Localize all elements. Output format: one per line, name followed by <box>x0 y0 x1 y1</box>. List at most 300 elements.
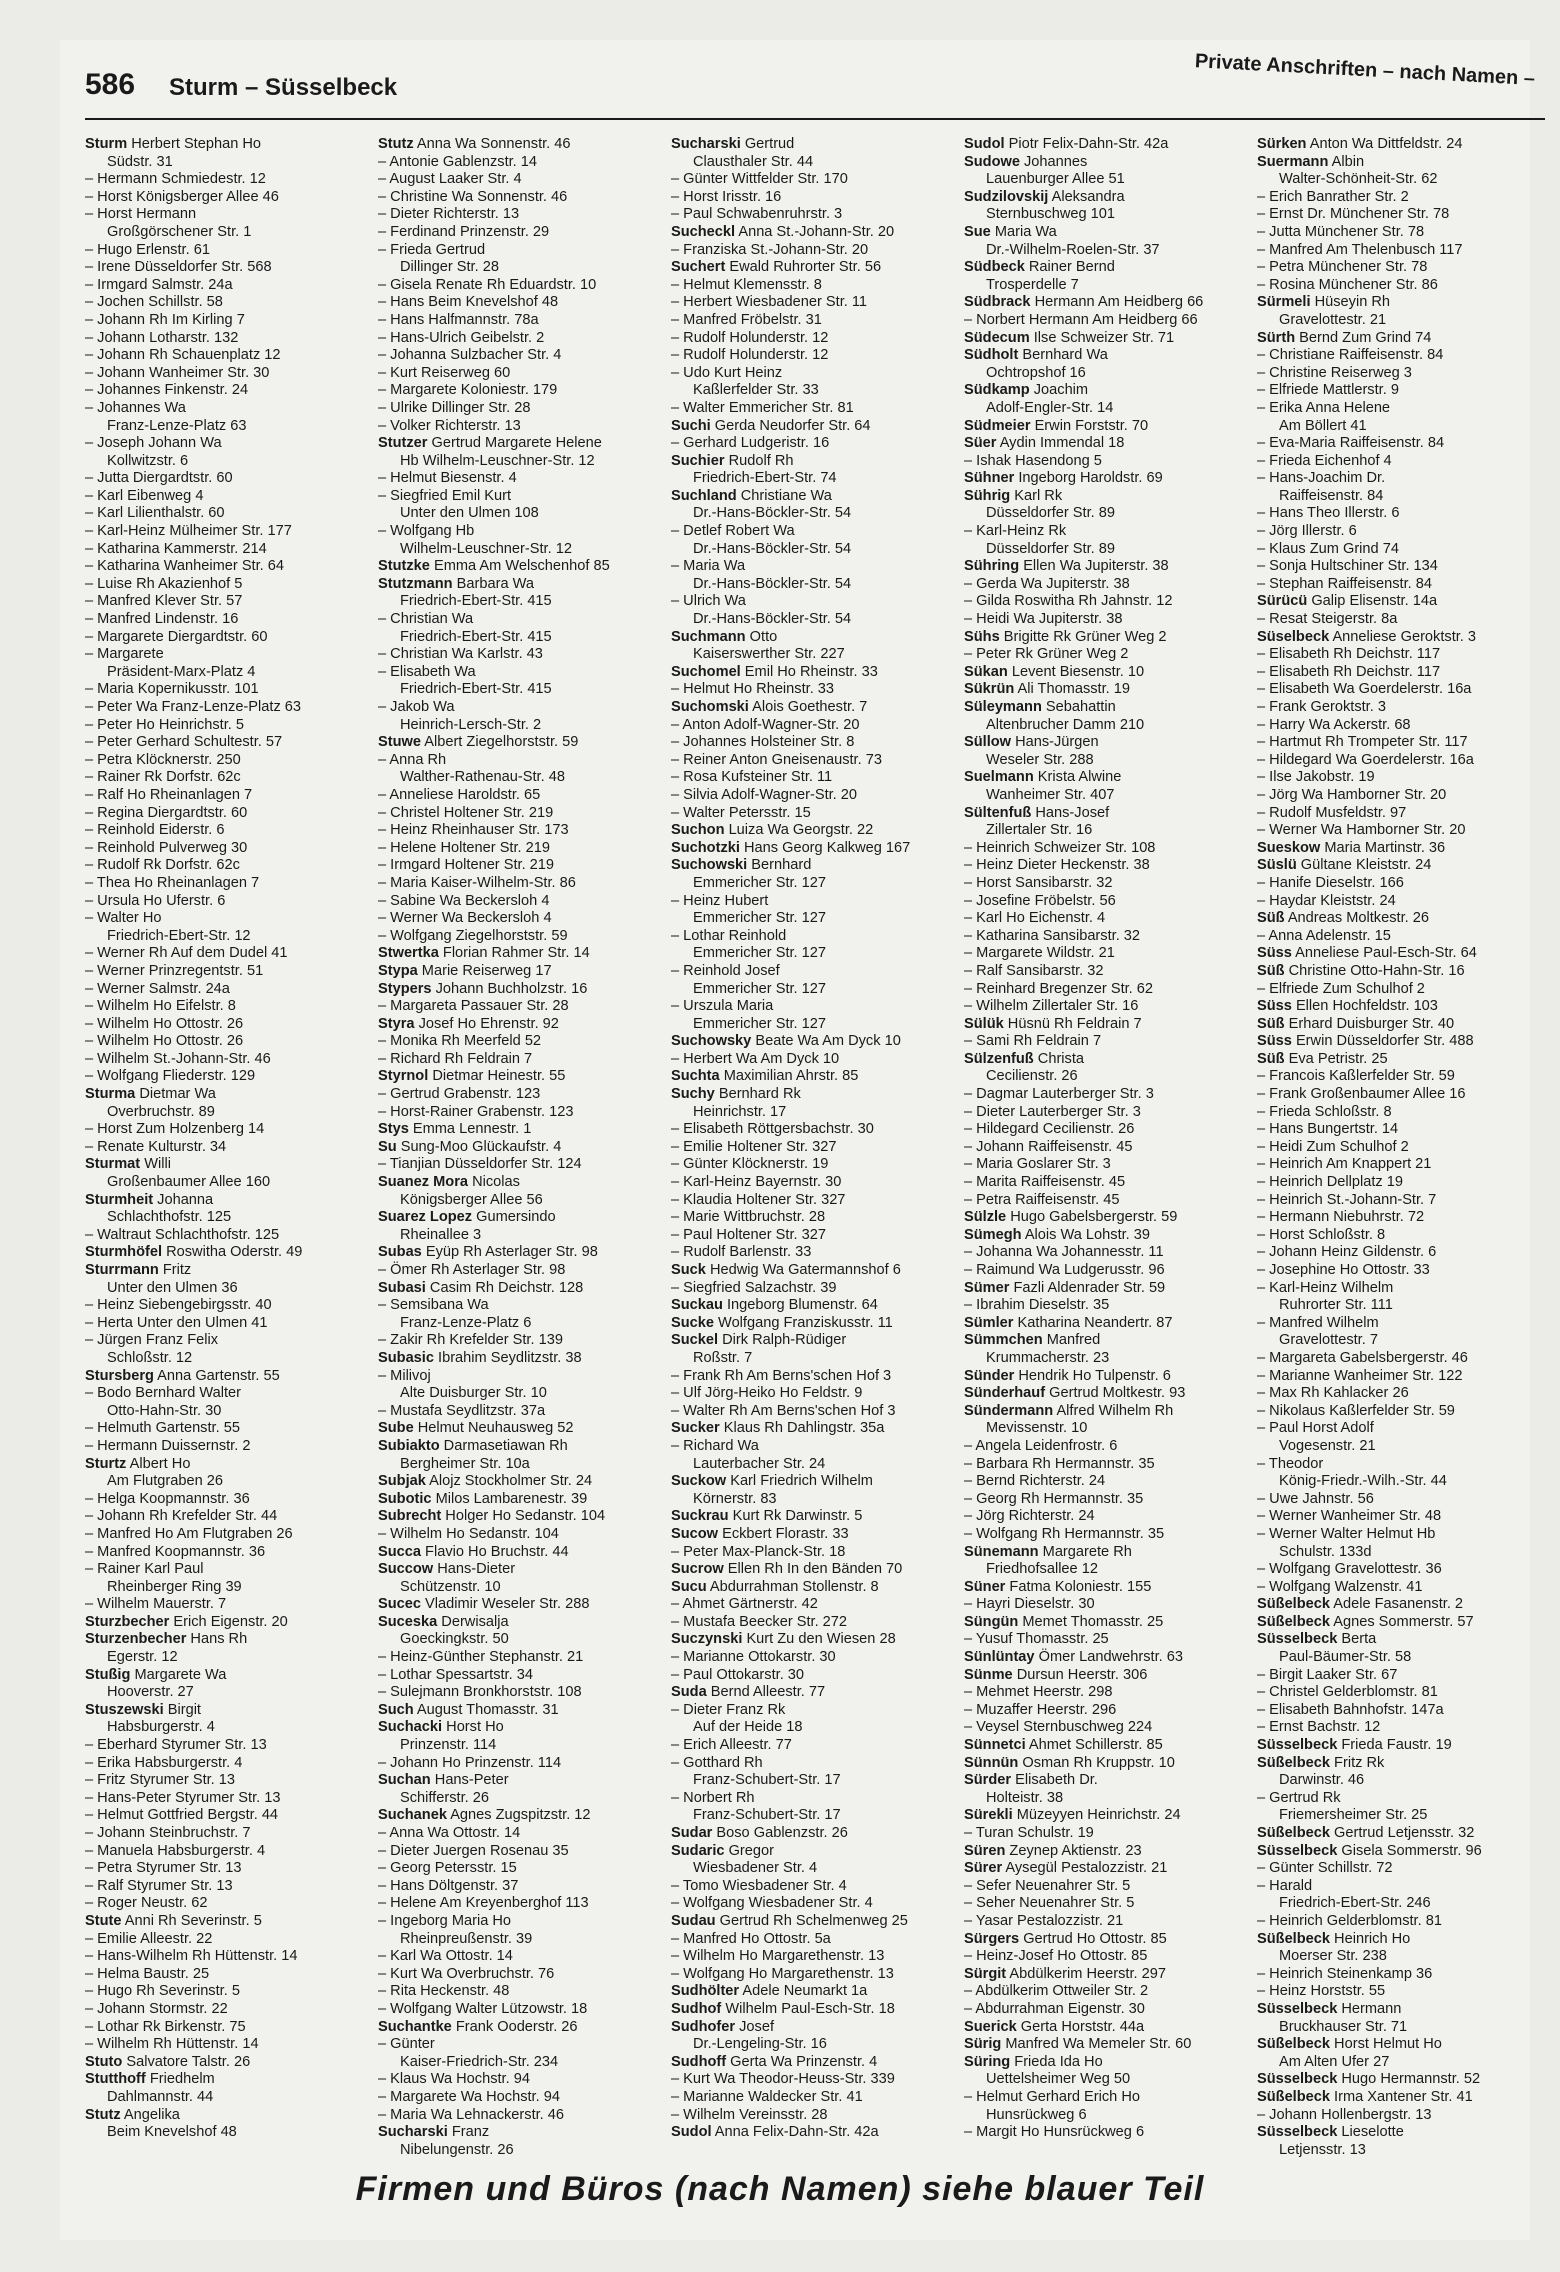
entry-text: Angelika <box>120 2106 180 2123</box>
entry-text: Osman Rh Kruppstr. 10 <box>1018 1754 1175 1771</box>
directory-entry <box>964 1262 1247 1280</box>
entry-text: – Wolfgang Ziegelhorststr. 59 <box>378 927 568 944</box>
entry-text: – Franziska St.-Johann-Str. 20 <box>671 241 869 258</box>
entry-text: – Maria Wa Lehnackerstr. 46 <box>378 2106 565 2123</box>
directory-entry <box>85 646 368 664</box>
directory-entry <box>671 1051 954 1069</box>
entry-text: Ellen Rh In den Bänden 70 <box>723 1561 903 1578</box>
directory-entry <box>1257 1807 1540 1825</box>
entry-surname: Subotic <box>378 1490 432 1507</box>
entry-address: Dr.-Hans-Böckler-Str. 54 <box>693 575 852 592</box>
entry-address: Hunsrückweg 6 <box>986 2106 1087 2123</box>
directory-entry <box>671 1561 954 1579</box>
entry-surname: Sturtz <box>85 1455 127 1472</box>
entry-text: Beate Wa Am Dyck 10 <box>751 1033 901 1050</box>
directory-entry <box>964 1368 1247 1386</box>
directory-entry <box>964 1825 1247 1843</box>
directory-entry <box>378 1825 661 1843</box>
entry-text: August Thomasstr. 31 <box>413 1701 559 1718</box>
entry-address: Düsseldorfer Str. 89 <box>986 540 1115 557</box>
directory-entry <box>85 752 368 770</box>
directory-entry <box>1257 1192 1540 1210</box>
directory-entry <box>964 1702 1247 1720</box>
entry-text: Albert Ho <box>126 1455 191 1472</box>
entry-surname: Süsselbeck <box>1257 2124 1338 2141</box>
directory-entry <box>671 1350 954 1368</box>
entry-text: – Elfriede Zum Schulhof 2 <box>1257 980 1425 997</box>
entry-text: Casim Rh Deichstr. 128 <box>425 1279 584 1296</box>
entry-surname: Süss <box>1257 998 1292 1015</box>
entry-text: – Frieda Eichenhof 4 <box>1257 452 1392 469</box>
directory-entry <box>671 1473 954 1491</box>
entry-text: – Hans Bungertstr. 14 <box>1257 1121 1399 1138</box>
entry-text: – Manfred Ho Ottostr. 5a <box>671 1930 831 1947</box>
entry-text: Roswitha Oderstr. 49 <box>162 1244 303 1261</box>
entry-address: Egerstr. 12 <box>107 1649 178 1666</box>
entry-text: – Helmut Klemensstr. 8 <box>671 276 822 293</box>
directory-entry <box>671 435 954 453</box>
entry-text: Adele Neumarkt 1a <box>739 1983 868 2000</box>
directory-entry <box>964 822 1247 840</box>
directory-entry <box>964 910 1247 928</box>
entry-text: Luiza Wa Georgstr. 22 <box>724 822 874 839</box>
directory-entry <box>1257 629 1540 647</box>
entry-text: Anneliese Geroktstr. 3 <box>1329 628 1477 645</box>
directory-entry <box>671 963 954 981</box>
directory-entry <box>964 2001 1247 2019</box>
entry-text: – Frank Rh Am Berns'schen Hof 3 <box>671 1367 892 1384</box>
entry-text: Sung-Moo Glückaufstr. 4 <box>396 1138 562 1155</box>
directory-entry <box>378 664 661 682</box>
entry-surname: Sülük <box>964 1015 1004 1032</box>
entry-address: Friedrich-Ebert-Str. 246 <box>1279 1895 1431 1912</box>
directory-entry <box>378 2019 661 2037</box>
entry-surname: Sünderhauf <box>964 1385 1046 1402</box>
entry-text: – Wilhelm Ho Eifelstr. 8 <box>85 998 236 1015</box>
entry-text: – Walter Petersstr. 15 <box>671 804 811 821</box>
entry-text: – Walter Ho <box>85 910 162 927</box>
entry-text: – Johann Hollenbergstr. 13 <box>1257 2106 1432 2123</box>
entry-address: Uettelsheimer Weg 50 <box>986 2071 1131 2088</box>
entry-text: – Katharina Sansibarstr. 32 <box>964 927 1141 944</box>
entry-text: Vladimir Weseler Str. 288 <box>421 1596 590 1613</box>
entry-text: Johannes <box>1019 153 1088 170</box>
entry-text: Joachim <box>1029 382 1089 399</box>
directory-entry <box>964 312 1247 330</box>
directory-entry <box>1257 752 1540 770</box>
directory-entry <box>671 928 954 946</box>
directory-entry <box>378 505 661 523</box>
entry-text: Josef <box>735 2018 774 2035</box>
directory-entry <box>964 1086 1247 1104</box>
directory-entry <box>1257 1121 1540 1139</box>
directory-entry <box>1257 1033 1540 1051</box>
entry-text: – Urszula Maria <box>671 998 774 1015</box>
entry-text: – Marita Raiffeisenstr. 45 <box>964 1174 1126 1191</box>
entry-text: Fazli Aldenrader Str. 59 <box>1009 1279 1166 1296</box>
directory-entry <box>85 171 368 189</box>
directory-entry <box>671 2089 954 2107</box>
entry-text: Piotr Felix-Dahn-Str. 42a <box>1004 136 1169 152</box>
directory-entry <box>671 2001 954 2019</box>
directory-entry <box>671 2107 954 2125</box>
directory-entry <box>1257 664 1540 682</box>
directory-entry <box>85 1280 368 1298</box>
entry-text: – Detlef Robert Wa <box>671 523 795 540</box>
directory-entry <box>378 1068 661 1086</box>
entry-text: – Jakob Wa <box>378 699 455 715</box>
entry-surname: Subjak <box>378 1473 426 1490</box>
directory-entry <box>671 681 954 699</box>
directory-entry <box>85 2054 368 2072</box>
directory-entry <box>1257 717 1540 735</box>
directory-entry <box>85 1825 368 1843</box>
entry-text: – Wolfgang Rh Hermannstr. 35 <box>964 1525 1165 1542</box>
directory-entry <box>1257 1297 1540 1315</box>
directory-entry <box>964 2071 1247 2089</box>
directory-entry <box>378 1420 661 1438</box>
directory-entry <box>1257 945 1540 963</box>
directory-entry <box>378 1104 661 1122</box>
entry-text: Dietmar Heinestr. 55 <box>428 1068 566 1085</box>
entry-text: – Turan Schulstr. 19 <box>964 1825 1094 1841</box>
directory-entry <box>1257 2071 1540 2089</box>
entry-text: – Johann Raiffeisenstr. 45 <box>964 1138 1133 1155</box>
entry-text: – Wilhelm Mauerstr. 7 <box>85 1596 227 1613</box>
directory-entry <box>85 259 368 277</box>
directory-entry <box>964 1121 1247 1139</box>
directory-entry <box>378 1772 661 1790</box>
entry-surname: Süner <box>964 1578 1006 1595</box>
entry-text: – Ilse Jakobstr. 19 <box>1257 769 1375 786</box>
directory-entry <box>85 857 368 875</box>
entry-surname: Stwertka <box>378 945 439 962</box>
directory-entry <box>378 998 661 1016</box>
entry-text: – Sefer Neuenahrer Str. 5 <box>964 1877 1131 1894</box>
entry-text: Bernd Zum Grind 74 <box>1295 329 1432 346</box>
entry-surname: Sturzbecher <box>85 1613 170 1630</box>
directory-entry <box>85 1086 368 1104</box>
entry-surname: Sturma <box>85 1086 136 1103</box>
entry-text: – Hans Theo Illerstr. 6 <box>1257 505 1400 522</box>
directory-entry <box>378 787 661 805</box>
directory-entry <box>1257 593 1540 611</box>
entry-address: Schulstr. 133d <box>1279 1543 1372 1560</box>
entry-text: – Helene Holtener Str. 219 <box>378 839 550 856</box>
entry-surname: Sührig <box>964 487 1011 504</box>
directory-entry <box>671 1420 954 1438</box>
entry-text: – Dieter Lauterberger Str. 3 <box>964 1103 1141 1120</box>
entry-text: – Elisabeth Wa <box>378 663 476 680</box>
entry-text: Anna St.-Johann-Str. 20 <box>735 223 895 240</box>
directory-entry <box>1257 1596 1540 1614</box>
entry-address: Großgörschener Str. 1 <box>107 223 252 240</box>
directory-entry <box>964 1755 1247 1773</box>
entry-text: Ömer Landwehrstr. 63 <box>1034 1649 1183 1666</box>
entry-surname: Sündermann <box>964 1402 1054 1419</box>
entry-text: – Emilie Holtener Str. 327 <box>671 1138 837 1155</box>
entry-surname: Sturmheit <box>85 1191 154 1208</box>
directory-entry <box>671 136 954 154</box>
entry-address: Emmericher Str. 127 <box>693 910 827 927</box>
entry-text: – Jutta Münchener Str. 78 <box>1257 223 1425 240</box>
directory-entry <box>85 330 368 348</box>
directory-entry <box>378 875 661 893</box>
entry-surname: Sürücü <box>1257 593 1308 610</box>
directory-entry <box>964 505 1247 523</box>
entry-text: Zeynep Aktienstr. 23 <box>1005 1842 1142 1859</box>
header-rule <box>85 118 1545 120</box>
entry-surname: Süsselbeck <box>1257 1631 1338 1648</box>
directory-entry <box>85 822 368 840</box>
entry-text: – Johanna Sulzbacher Str. 4 <box>378 347 562 364</box>
directory-entry <box>85 875 368 893</box>
entry-address: Rheinpreußenstr. 39 <box>400 1930 533 1947</box>
entry-text: Hans-Jürgen <box>1011 734 1099 751</box>
entry-text: Maria Martinstr. 36 <box>1320 839 1446 856</box>
entry-surname: Suckrau <box>671 1508 729 1525</box>
directory-entry <box>378 1033 661 1051</box>
entry-surname: Suckow <box>671 1473 727 1490</box>
entry-surname: Suchowski <box>671 857 748 874</box>
directory-entry <box>964 453 1247 471</box>
directory-entry <box>378 1174 661 1192</box>
directory-entry <box>671 1631 954 1649</box>
entry-text: – Wilhelm Ho Margarethenstr. 13 <box>671 1948 885 1965</box>
entry-text: – Johann Rh Schauenplatz 12 <box>85 347 281 364</box>
entry-text: Ingeborg Haroldstr. 69 <box>1014 470 1163 487</box>
entry-text: – Horst Irisstr. 16 <box>671 188 782 205</box>
entry-text: Flavio Ho Bruchstr. 44 <box>421 1543 569 1560</box>
entry-text: – Anneliese Haroldstr. 65 <box>378 786 541 803</box>
entry-text: – Zakir Rh Krefelder Str. 139 <box>378 1332 563 1349</box>
entry-text: – Udo Kurt Heinz <box>671 364 783 381</box>
directory-entry <box>964 1403 1247 1421</box>
directory-entry <box>85 418 368 436</box>
directory-entry <box>1257 1016 1540 1034</box>
directory-entry <box>1257 1895 1540 1913</box>
directory-entry <box>964 1544 1247 1562</box>
entry-address: Vogesenstr. 21 <box>1279 1437 1376 1454</box>
directory-entry <box>671 1244 954 1262</box>
directory-entry <box>964 171 1247 189</box>
directory-entry <box>378 523 661 541</box>
entry-address: Königsberger Allee 56 <box>400 1191 543 1208</box>
entry-text: – Christine Reiserweg 3 <box>1257 364 1412 381</box>
directory-entry <box>378 400 661 418</box>
entry-text: – Wolfgang Wiesbadener Str. 4 <box>671 1895 873 1912</box>
entry-text: Horst Ho <box>442 1719 504 1736</box>
entry-text: Eckbert Florastr. 33 <box>718 1525 849 1542</box>
directory-entry <box>1257 1860 1540 1878</box>
entry-text: Gertrud Letjensstr. 32 <box>1330 1825 1475 1841</box>
directory-entry <box>964 365 1247 383</box>
directory-entry <box>1257 1667 1540 1685</box>
entry-text: – Johannes Finkenstr. 24 <box>85 382 249 399</box>
directory-entry <box>671 347 954 365</box>
entry-text: – Wilhelm Ho Ottostr. 26 <box>85 1033 244 1050</box>
directory-entry <box>378 1913 661 1931</box>
entry-text: – Lothar Reinhold <box>671 927 787 944</box>
entry-surname: Südbrack <box>964 294 1031 311</box>
entry-address: Schlachthofstr. 125 <box>107 1209 232 1226</box>
entry-text: Aysegül Pestalozzistr. 21 <box>1002 1860 1168 1877</box>
entry-surname: Sucheckl <box>671 223 736 240</box>
entry-text: – Wolfgang Walter Lützowstr. 18 <box>378 2000 588 2017</box>
entry-text: – Dieter Juergen Rosenau 35 <box>378 1842 569 1859</box>
directory-entry <box>1257 365 1540 383</box>
directory-entry <box>378 2142 661 2160</box>
entry-surname: Subiakto <box>378 1437 440 1454</box>
entry-text: – Hartmut Rh Trompeter Str. 117 <box>1257 734 1468 751</box>
entry-text: – Günter Wittfelder Str. 170 <box>671 171 848 188</box>
entry-text: – Peter Gerhard Schultestr. 57 <box>85 734 283 751</box>
entry-surname: Subrecht <box>378 1508 442 1525</box>
entry-surname: Süsselbeck <box>1257 1842 1338 1859</box>
directory-entry <box>1257 1508 1540 1526</box>
entry-text: – Gerhard Ludgeristr. 16 <box>671 435 830 452</box>
directory-entry <box>1257 400 1540 418</box>
entry-text: – Anna Adelenstr. 15 <box>1257 927 1391 944</box>
entry-text: Barbara Wa <box>452 575 534 592</box>
directory-entry <box>378 2107 661 2125</box>
directory-entry <box>85 154 368 172</box>
directory-entry <box>1257 558 1540 576</box>
entry-text: Josef Ho Ehrenstr. 92 <box>414 1015 559 1032</box>
entry-text: – Theodor <box>1257 1455 1324 1472</box>
entry-text: – Monika Rh Meerfeld 52 <box>378 1033 542 1050</box>
entry-text: – Manfred Wilhelm <box>1257 1314 1379 1331</box>
directory-entry <box>85 1631 368 1649</box>
directory-entry <box>85 1068 368 1086</box>
directory-entry <box>964 558 1247 576</box>
directory-entry <box>378 910 661 928</box>
directory-entry <box>85 1016 368 1034</box>
entry-text: – Yusuf Thomasstr. 25 <box>964 1631 1109 1648</box>
directory-entry <box>671 1086 954 1104</box>
entry-text: – Waltraut Schlachthofstr. 125 <box>85 1226 280 1243</box>
directory-entry <box>378 1297 661 1315</box>
entry-text: – Helene Am Kreyenberghof 113 <box>378 1895 589 1912</box>
directory-entry <box>1257 1843 1540 1861</box>
entry-text: – Antonie Gablenzstr. 14 <box>378 153 538 170</box>
entry-text: Dirk Ralph-Rüdiger <box>718 1332 847 1349</box>
directory-entry <box>378 1209 661 1227</box>
entry-address: Am Flutgraben 26 <box>107 1473 224 1490</box>
entry-text: – Manfred Am Thelenbusch 117 <box>1257 241 1463 258</box>
entry-text: Eva Petristr. 25 <box>1284 1050 1388 1067</box>
directory-entry <box>85 505 368 523</box>
entry-address: Unter den Ulmen 36 <box>107 1279 238 1296</box>
entry-text: Rainer Bernd <box>1024 259 1115 276</box>
directory-entry <box>671 1139 954 1157</box>
entry-text: – Werner Rh Auf dem Dudel 41 <box>85 945 288 962</box>
directory-entry <box>85 1420 368 1438</box>
entry-text: Nicolas <box>468 1174 520 1191</box>
entry-surname: Stuto <box>85 2053 123 2070</box>
directory-entry <box>964 488 1247 506</box>
directory-entry <box>1257 330 1540 348</box>
entry-address: Schifferstr. 26 <box>400 1789 489 1806</box>
entry-text: Hans Rh <box>186 1631 248 1648</box>
entry-text: – Helma Baustr. 25 <box>85 1965 210 1982</box>
directory-entry <box>378 1860 661 1878</box>
entry-surname: Suchon <box>671 822 725 839</box>
entry-text: Aleksandra <box>1048 188 1125 205</box>
entry-surname: Sürgers <box>964 1930 1020 1947</box>
entry-text: – Renate Kulturstr. 34 <box>85 1138 227 1155</box>
entry-text: – Paul Ottokarstr. 30 <box>671 1666 805 1683</box>
entry-address: Mevissenstr. 10 <box>986 1420 1088 1437</box>
directory-entry <box>1257 699 1540 717</box>
directory-entry <box>964 1332 1247 1350</box>
entry-text: Ilse Schweizer Str. 71 <box>1029 329 1175 346</box>
column-3 <box>671 136 954 2146</box>
entry-text: Sebahattin <box>1041 699 1116 715</box>
entry-address: Kaiser-Friedrich-Str. 234 <box>400 2053 559 2070</box>
directory-entry <box>1257 681 1540 699</box>
directory-entry <box>964 1473 1247 1491</box>
entry-text: – Ulf Jörg-Heiko Ho Feldstr. 9 <box>671 1385 863 1402</box>
entry-surname: Sucharski <box>671 136 741 152</box>
entry-text: – Eva-Maria Raiffeisenstr. 84 <box>1257 435 1445 452</box>
entry-text: – Rainer Karl Paul <box>85 1561 204 1578</box>
entry-text: Maria Wa <box>990 223 1057 240</box>
entry-text: Lieselotte <box>1337 2124 1404 2141</box>
directory-entry <box>1257 1702 1540 1720</box>
directory-entry <box>85 1244 368 1262</box>
entry-text: – Horst Königsberger Allee 46 <box>85 188 279 205</box>
directory-entry <box>1257 2142 1540 2160</box>
directory-entry <box>85 1931 368 1949</box>
entry-surname: Süer <box>964 435 997 452</box>
entry-text: Johann Buchholzstr. 16 <box>431 980 588 997</box>
directory-entry <box>1257 1561 1540 1579</box>
directory-entry <box>964 1385 1247 1403</box>
directory-entry <box>378 1016 661 1034</box>
directory-entry <box>671 840 954 858</box>
entry-text: – Abdülkerim Ottweiler Str. 2 <box>964 1983 1149 2000</box>
entry-surname: Stursberg <box>85 1367 154 1384</box>
entry-text: – Werner Wanheimer Str. 48 <box>1257 1508 1442 1525</box>
entry-text: – Barbara Rh Hermannstr. 35 <box>964 1455 1155 1472</box>
directory-entry <box>964 1068 1247 1086</box>
directory-entry <box>378 558 661 576</box>
directory-entry <box>671 1878 954 1896</box>
entry-surname: Suarez Lopez <box>378 1209 473 1226</box>
directory-entry <box>378 259 661 277</box>
entry-text: Ali Thomasstr. 19 <box>1014 681 1131 698</box>
directory-entry <box>671 822 954 840</box>
directory-entry <box>85 787 368 805</box>
directory-entry <box>378 2089 661 2107</box>
directory-entry <box>85 1508 368 1526</box>
entry-text: Hüsnü Rh Feldrain 7 <box>1003 1015 1142 1032</box>
directory-entry <box>85 1596 368 1614</box>
directory-entry <box>671 1931 954 1949</box>
entry-text: – Maria Kopernikusstr. 101 <box>85 681 259 698</box>
directory-entry <box>378 1895 661 1913</box>
entry-text: Fritz Rk <box>1330 1754 1385 1771</box>
directory-entry <box>671 752 954 770</box>
entry-address: Südstr. 31 <box>107 153 173 170</box>
directory-entry <box>671 1368 954 1386</box>
entry-surname: Süß <box>1257 1015 1285 1032</box>
directory-entry <box>85 1033 368 1051</box>
directory-entry <box>671 1895 954 1913</box>
entry-text: Rudolf Rh <box>724 452 794 469</box>
entry-text: – Gerda Wa Jupiterstr. 38 <box>964 575 1130 592</box>
